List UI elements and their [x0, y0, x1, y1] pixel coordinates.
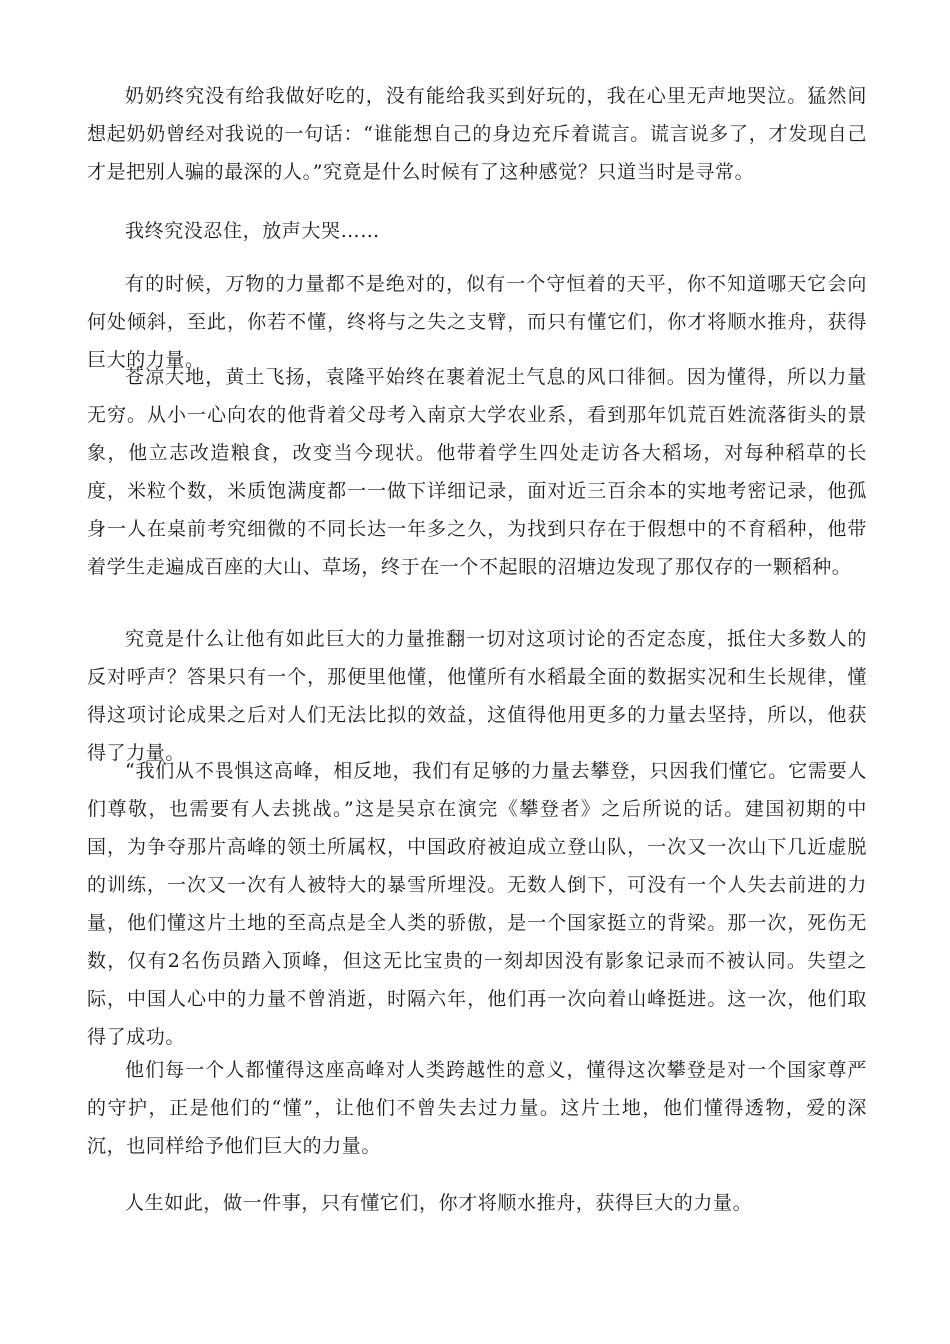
- paragraph-conclusion: 人生如此，做一件事，只有懂它们，你才将顺水推舟，获得巨大的力量。: [125, 1192, 753, 1214]
- paragraph-understanding: 他们每一个人都懂得这座高峰对人类跨越性的意义，懂得这次攀登是对一个国家尊严的守护，正是他们的“懂”，让他们不曾失去过力量。这片土地，他们懂得透物，爱的深沉，也同样给予他们巨大的力量。: [87, 1059, 867, 1157]
- paragraph-balance: 有的时候，万物的力量都不是绝对的，似有一个守恒着的天平，你不知道哪天它会向何处倾斜，至此，你若不懂，终将与之失之支臂，而只有懂它们，你才将顺水推舟，获得巨大的力量。: [87, 273, 867, 371]
- paragraph-why-power: 究竟是什么让他有如此巨大的力量推翻一切对这项讨论的否定态度，抵住大多数人的反对呼声？答果只有一个，那便里他懂，他懂所有水稻最全面的数据实况和生长规律，懂得这项讨论成果之后对人们无法比拟的效益，这值得他用更多的力量去坚持，所以，他获得了力量。: [87, 628, 867, 764]
- paragraph-grandma-memory: 奶奶终究没有给我做好吃的，没有能给我买到好玩的，我在心里无声地哭泣。猛然间想起奶奶曾经对我说的一句话：“谁能想自己的身边充斥着谎言。谎言说多了，才发现自己才是把别人骗的最深的人。”究竟是什么时候有了这种感觉？只道当时是寻常。: [87, 85, 867, 183]
- paragraph-climbers: “我们从不畏惧这高峰，相反地，我们有足够的力量去攀登，只因我们懂它。它需要人们尊敬，也需要有人去挑战。”这是吴京在演完《攀登者》之后所说的话。建国初期的中国，为争夺那片高峰的领土所属权，中国政府被迫成立登山队，一次又一次山下几近虚脱的训练，一次又一次有人被特大的暴雪所埋没。无数人倒下，可没有一个人失去前进的力量，他们懂这片土地的至高点是全人类的骄傲，是一个国家挺立的背梁。那一次，死伤无数，仅有2名伤员踏入顶峰，但这无比宝贵的一刻却因没有影象记录而不被认同。失望之际，中国人心中的力量不曾消逝，时隔六年，他们再一次向着山峰挺进。这一次，他们取得了成功。: [87, 760, 867, 1048]
- paragraph-cry: 我终究没忍住，放声大哭……: [125, 220, 380, 242]
- paragraph-yuan-longping: 苍凉大地，黄土飞扬，袁隆平始终在裹着泥土气息的风口徘徊。因为懂得，所以力量无穷。从小一心向农的他背着父母考入南京大学农业系，看到那年饥荒百姓流落街头的景象，他立志改造粮食，改变当今现状。他带着学生四处走访各大稻场，对每种稻草的长度，米粒个数，米质饱满度都一一做下详细记录，面对近三百余本的实地考密记录，他孤身一人在桌前考究细微的不同长达一年多之久，为找到只存在于假想中的不育稻种，他带着学生走遍成百座的大山、草场，终于在一个不起眼的沼塘边发现了那仅存的一颗稻种。: [87, 366, 867, 578]
